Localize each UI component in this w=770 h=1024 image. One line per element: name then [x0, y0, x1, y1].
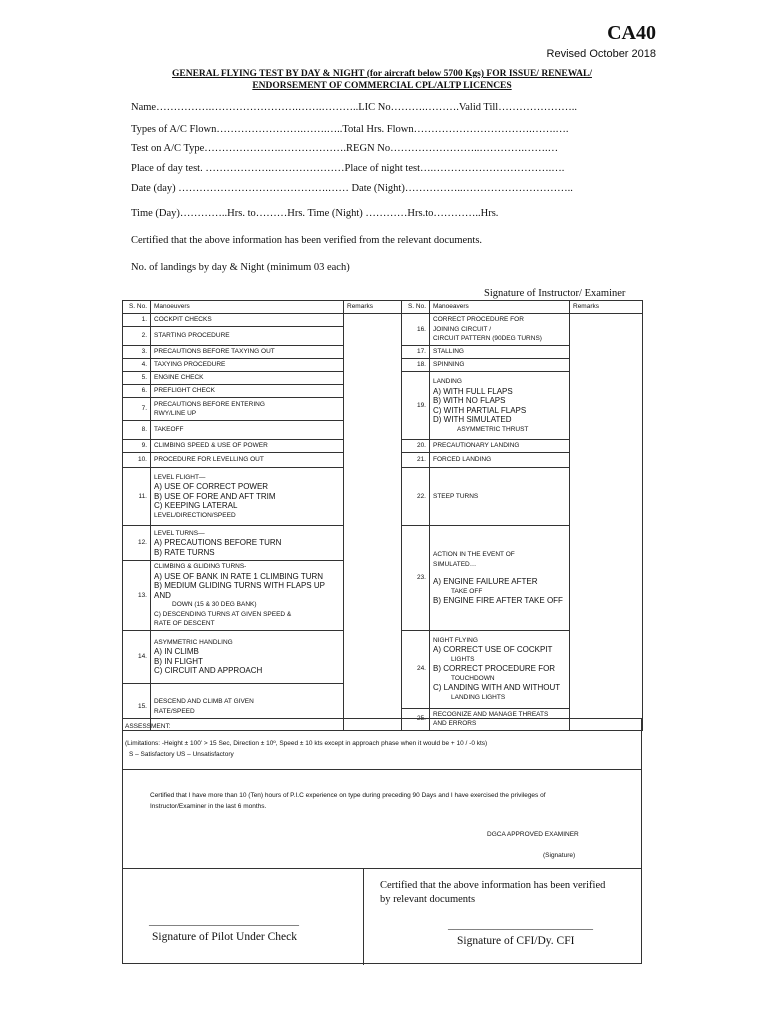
item-line: LEVEL FLIGHT—: [154, 473, 206, 481]
manoeuvre-starting-procedure: STARTING PROCEDURE: [151, 327, 344, 346]
certified-statement: Certified that the above information has been verified from the relevant documents.: [131, 235, 483, 246]
item-line: ACTION IN THE EVENT OF: [433, 551, 515, 558]
item-line: A) IN CLIMB: [154, 647, 199, 656]
signature-divider: [363, 869, 364, 965]
table-row: [123, 314, 643, 327]
title-line-2: ENDORSEMENT OF COMMERCIAL CPL/ALTP LICENCES: [252, 81, 512, 91]
manoeuvre-joining-circuit: [430, 314, 570, 346]
row-number: 12.: [123, 526, 151, 561]
item-line: B) USE OF FORE AND AFT TRIM: [154, 491, 276, 501]
test-place-field[interactable]: Place of day test. ……………….…………………Place of night test….…………………………….….: [131, 163, 565, 174]
form-title: [122, 68, 642, 92]
row-number: 10.: [123, 453, 151, 468]
aircraft-types-field[interactable]: Types of A/C Flown…………………….…….…..Total Hrs. Flown…………………………….…….….: [131, 124, 569, 135]
row-number: 2.: [123, 327, 151, 346]
item-line: B) ENGINE FIRE AFTER TAKE OFF: [433, 596, 563, 605]
limitations-text: (Limitations: -Height ± 100’ > 15 Sec, Direction ± 10º, Speed ± 10 kts except in approach phase when it would be + 10 / -0 kts): [125, 740, 488, 747]
manoeuvre-precautions-taxying: PRECAUTIONS BEFORE TAXYING OUT: [151, 346, 344, 359]
test-aircraft-field[interactable]: Test on A/C Type………………….……………….REGN No……………………..………….…….…: [131, 143, 559, 154]
item-line: CLIMBING & GLIDING TURNS-: [154, 563, 247, 570]
row-number: 17.: [402, 346, 430, 359]
manoeuvre-precautionary-landing: PRECAUTIONARY LANDING: [430, 440, 570, 453]
cert-line: Instructor/Examiner in the last 6 months.: [150, 803, 267, 810]
assessment-box: [122, 718, 642, 770]
manoeuvre-takeoff: TAKEOFF: [151, 421, 344, 440]
manoeuvre-taxying-procedure: TAXYING PROCEDURE: [151, 359, 344, 372]
item-line: B) RATE TURNS: [154, 547, 215, 557]
examiner-certification: [150, 790, 546, 812]
manoeuvre-preflight-check: PREFLIGHT CHECK: [151, 385, 344, 398]
form-code: CA40: [607, 22, 656, 44]
item-line: A) ENGINE FAILURE AFTER: [433, 577, 538, 586]
item-line: LANDING: [433, 378, 462, 385]
examiner-box: [122, 769, 642, 869]
row-number: 6.: [123, 385, 151, 398]
manoeuvre-climbing-speed: CLIMBING SPEED & USE OF POWER: [151, 440, 344, 453]
item-line: RATE OF DESCENT: [154, 620, 215, 627]
revision-date: Revised October 2018: [546, 48, 656, 60]
row-number: 19.: [402, 372, 430, 440]
header-sno-2: S. No.: [402, 301, 430, 314]
item-line: CIRCUIT PATTERN (90DEG TURNS): [433, 335, 542, 343]
item-line: B) MEDIUM GLIDING TURNS WITH FLAPS UP AND: [154, 581, 325, 600]
row-number: 11.: [123, 468, 151, 526]
row-number: 5.: [123, 372, 151, 385]
manoeuvre-stalling: STALLING: [430, 346, 570, 359]
item-line: B) CORRECT PROCEDURE FOR: [433, 664, 556, 674]
header-sno: S. No.: [123, 301, 151, 314]
examiner-signature-label[interactable]: (Signature): [543, 852, 576, 859]
item-line: A) USE OF BANK IN RATE 1 CLIMBING TURN: [154, 571, 324, 581]
item-line: JOINING CIRCUIT /: [433, 325, 492, 333]
header-remarks-2: Remarks: [570, 301, 643, 314]
item-line: NIGHT FLYING: [433, 636, 478, 644]
pilot-signature-line[interactable]: ______________________________: [149, 916, 299, 927]
item-line: AND ERRORS: [433, 720, 477, 727]
instructor-signature-label: Signature of Instructor/ Examiner: [484, 288, 626, 299]
item-line: ASYMMETRIC THRUST: [457, 425, 529, 433]
remarks-cell-right[interactable]: [570, 314, 643, 731]
cert-line: by relevant documents: [380, 894, 476, 905]
row-number: 7.: [123, 398, 151, 421]
item-line: RECOGNIZE AND MANAGE THREATS: [433, 710, 549, 718]
item-line: A) PRECAUTIONS BEFORE TURN: [154, 538, 282, 548]
assessment-legend: S – Satisfactory US – Unsatisfactory: [129, 751, 234, 758]
item-line: A) USE OF CORRECT POWER: [154, 482, 269, 492]
cfi-signature-label: Signature of CFI/Dy. CFI: [457, 935, 575, 947]
title-line-1: GENERAL FLYING TEST BY DAY & NIGHT (for aircraft below 5700 Kgs) FOR ISSUE/ RENEWAL/: [172, 69, 592, 79]
item-line: ASYMMETRIC HANDLING: [154, 638, 233, 646]
manoeuvre-forced-landing: FORCED LANDING: [430, 453, 570, 468]
item-line: D) WITH SIMULATED: [433, 415, 512, 424]
manoeuvre-night-flying: [430, 630, 570, 708]
row-number: 3.: [123, 346, 151, 359]
row-number: 24.: [402, 630, 430, 708]
manoeuvre-levelling-out: PROCEDURE FOR LEVELLING OUT: [151, 453, 344, 468]
header-remarks: Remarks: [344, 301, 402, 314]
table-header-row: [123, 301, 643, 314]
landings-field[interactable]: No. of landings by day & Night (minimum 03 each): [131, 262, 350, 273]
remarks-cell-left[interactable]: [344, 314, 402, 731]
manoeuvre-spinning: SPINNING: [430, 359, 570, 372]
row-number: 16.: [402, 314, 430, 346]
manoeuvre-climbing-gliding-turns: [151, 561, 344, 631]
row-number: 18.: [402, 359, 430, 372]
row-number: 25.: [402, 708, 430, 730]
manoeuvre-level-flight: [151, 468, 344, 526]
manoeuvre-simulated-emergency: [430, 526, 570, 631]
item-line: TOUCHDOWN: [451, 674, 495, 682]
item-line: A) CORRECT USE OF COCKPIT: [433, 645, 553, 655]
item-line: LANDING LIGHTS: [451, 693, 506, 701]
row-number: 1.: [123, 314, 151, 327]
row-number: 14.: [123, 630, 151, 683]
cert-line: Certified that the above information has been verified: [380, 880, 606, 891]
row-number: 21.: [402, 453, 430, 468]
header-manoeuvers-2: Manoeavers: [430, 301, 570, 314]
manoeuvre-landing: [430, 372, 570, 440]
manoeuvre-engine-check: ENGINE CHECK: [151, 372, 344, 385]
item-line: PRECAUTIONS BEFORE ENTERING: [154, 400, 265, 408]
row-number: 4.: [123, 359, 151, 372]
item-line: TAKE OFF: [451, 587, 483, 595]
manoeuvre-asymmetric-handling: [151, 630, 344, 683]
manoeuvres-table: [122, 300, 643, 731]
dgca-examiner-label: DGCA APPROVED EXAMINER: [487, 831, 579, 838]
test-time-field[interactable]: Time (Day)…………..Hrs. to………Hrs. Time (Night) …………Hrs.to…………..Hrs.: [131, 208, 499, 219]
item-line: RATE/SPEED: [154, 707, 195, 715]
row-number: 23.: [402, 526, 430, 631]
manoeuvre-level-turns: [151, 526, 344, 561]
item-line: SIMULATED…: [433, 560, 477, 568]
item-line: B) WITH NO FLAPS: [433, 396, 506, 405]
name-field[interactable]: Name…………….…………………….…….………..LIC No……….……….Valid Till…………………..: [131, 102, 577, 113]
row-number: 15.: [123, 683, 151, 730]
item-line: LIGHTS: [451, 655, 475, 663]
assessment-label: ASSESSMENT:: [125, 723, 171, 730]
item-line: RWY/LINE UP: [154, 410, 197, 417]
row-number: 9.: [123, 440, 151, 453]
item-line: C) KEEPING LATERAL: [154, 501, 238, 511]
pilot-signature-label: Signature of Pilot Under Check: [152, 931, 298, 943]
row-number: 20.: [402, 440, 430, 453]
item-line: DOWN (15 & 30 DEG BANK): [172, 601, 257, 608]
cfi-signature-line[interactable]: _____________________________: [448, 920, 593, 931]
item-line: C) DESCENDING TURNS AT GIVEN SPEED &: [154, 610, 292, 618]
manoeuvre-steep-turns: STEEP TURNS: [430, 468, 570, 526]
cert-line: Certified that I have more than 10 (Ten) hours of P.I.C experience on type during preceding 90 Days and I have exercised the privileges of: [150, 792, 546, 799]
row-number: 22.: [402, 468, 430, 526]
item-line: B) IN FLIGHT: [154, 656, 203, 666]
item-line: C) WITH PARTIAL FLAPS: [433, 405, 527, 415]
item-line: C) LANDING WITH AND WITHOUT: [433, 683, 561, 693]
test-date-field[interactable]: Date (day) …………………………………….…… Date (Night)……………..…………………………..: [131, 183, 573, 194]
manoeuvre-precautions-rwy: [151, 398, 344, 421]
item-line: A) WITH FULL FLAPS: [433, 386, 513, 396]
item-line: C) CIRCUIT AND APPROACH: [154, 666, 263, 675]
row-number: 13.: [123, 561, 151, 631]
manoeuvre-cockpit-checks: COCKPIT CHECKS: [151, 314, 344, 327]
item-line: DESCEND AND CLIMB AT GIVEN: [154, 698, 254, 705]
signature-box: [122, 868, 642, 964]
item-line: LEVEL/DIRECTION/SPEED: [154, 511, 236, 519]
item-line: CORRECT PROCEDURE FOR: [433, 316, 524, 324]
item-line: LEVEL TURNS—: [154, 529, 205, 537]
header-manoeuvers: Manoeuvers: [151, 301, 344, 314]
row-number: 8.: [123, 421, 151, 440]
cfi-certification: [380, 879, 605, 907]
